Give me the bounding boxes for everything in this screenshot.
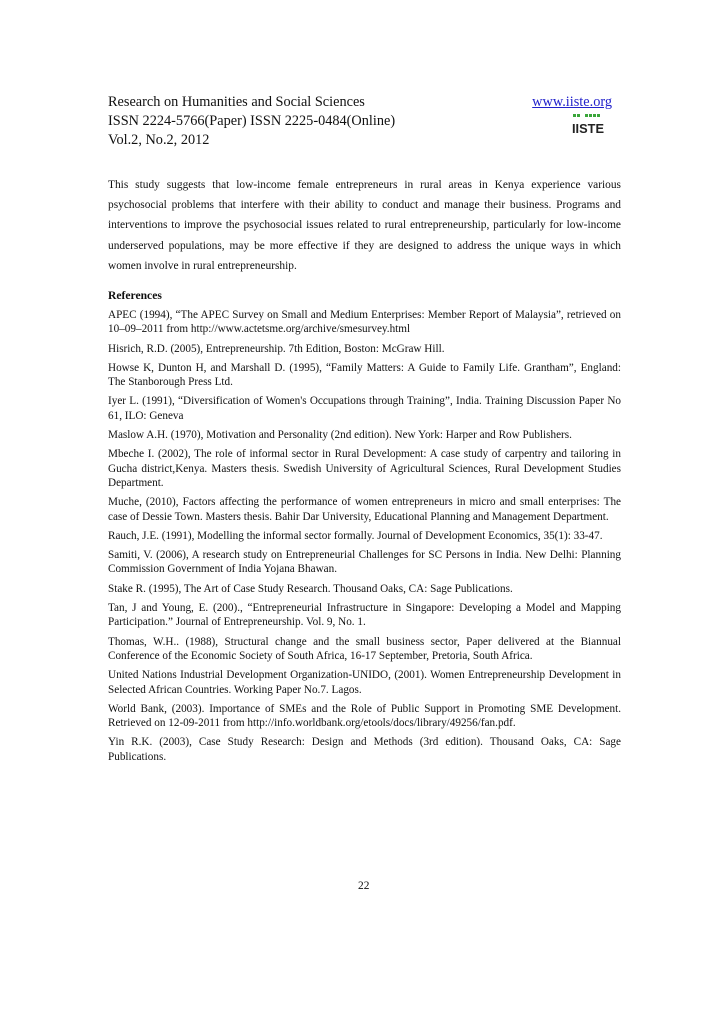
reference-item: APEC (1994), “The APEC Survey on Small and Medium Enterprises: Member Report of Malaysia”, retrieved on 10–09–2011 from http://www.actetsme.org/archive/smesurvey.html bbox=[108, 309, 621, 336]
reference-item: Thomas, W.H.. (1988), Structural change and the small business sector, Paper delivered at the Biannual Conference of the Economic Society of South Africa, 16-17 September, Pretoria, South Africa. bbox=[108, 635, 621, 662]
reference-item: Stake R. (1995), The Art of Case Study Research. Thousand Oaks, CA: Sage Publications. bbox=[108, 582, 513, 595]
reference-list bbox=[108, 308, 621, 769]
journal-url-link[interactable]: www.iiste.org bbox=[532, 94, 612, 110]
journal-title: Research on Humanities and Social Sciences bbox=[108, 94, 365, 110]
logo-text: IISTE bbox=[572, 121, 605, 135]
reference-item: Tan, J and Young, E. (200)., “Entrepreneurial Infrastructure in Singapore: Developing a Model and Mapping Participation.” Journal of Entrepreneurship. Vol. 9, No. 1. bbox=[108, 602, 621, 629]
reference-item: Mbeche I. (2002), The role of informal sector in Rural Development: A case study of carpentry and tailoring in Gucha district,Kenya. Masters thesis. Swedish University of Agricultural Sciences, Rural Development Studies Department. bbox=[108, 448, 621, 489]
reference-item: United Nations Industrial Development Organization-UNIDO, (2001). Women Entrepreneurship Development in Selected African Countries. Working Paper No.7. Lagos. bbox=[108, 669, 621, 696]
body-paragraph: This study suggests that low-income female entrepreneurs in rural areas in Kenya experience various psychosocial problems that interfere with their ability to conduct and manage their business. Programs and interventions to improve the psychosocial issues related to rural entrepreneurship, particularly for low-income underserved populations, may be more effective if they are designed to address the unique ways in which women involve in rural entrepreneurship. bbox=[108, 179, 621, 272]
page-header bbox=[108, 93, 628, 150]
reference-item: Hisrich, R.D. (2005), Entrepreneurship. 7th Edition, Boston: McGraw Hill. bbox=[108, 342, 445, 355]
references-heading: References bbox=[108, 289, 162, 302]
volume-line: Vol.2, No.2, 2012 bbox=[108, 132, 210, 148]
iiste-logo bbox=[571, 113, 605, 135]
reference-item: Rauch, J.E. (1991), Modelling the informal sector formally. Journal of Development Economics, 35(1): 33-47. bbox=[108, 529, 603, 542]
reference-item: Iyer L. (1991), “Diversification of Women's Occupations through Training”, India. Training Discussion Paper No 61, ILO: Geneva bbox=[108, 395, 621, 422]
issn-line: ISSN 2224-5766(Paper) ISSN 2225-0484(Online) bbox=[108, 113, 396, 129]
page-number: 22 bbox=[358, 880, 370, 892]
reference-item: Yin R.K. (2003), Case Study Research: Design and Methods (3rd edition). Thousand Oaks, CA: Sage Publications. bbox=[108, 736, 621, 763]
reference-item: Muche, (2010), Factors affecting the performance of women entrepreneurs in micro and small enterprises: The case of Dessie Town. Masters thesis. Bahir Dar University, Educational Planning and Management Department. bbox=[108, 496, 621, 523]
reference-item: Howse K, Dunton H, and Marshall D. (1995), “Family Matters: A Guide to Family Life. Grantham”, England: The Stanborough Press Ltd. bbox=[108, 361, 621, 389]
reference-item: Samiti, V. (2006), A research study on Entrepreneurial Challenges for SC Persons in India. New Delhi: Planning Commission Government of India Yojana Bhawan. bbox=[108, 549, 621, 576]
reference-item: Maslow A.H. (1970), Motivation and Personality (2nd edition). New York: Harper and Row Publishers. bbox=[108, 429, 572, 442]
reference-item: World Bank, (2003). Importance of SMEs and the Role of Public Support in Promoting SME Development. Retrieved on 12-09-2011 from http://info.worldbank.org/etools/docs/library/49256/fan.pdf. bbox=[108, 702, 621, 730]
